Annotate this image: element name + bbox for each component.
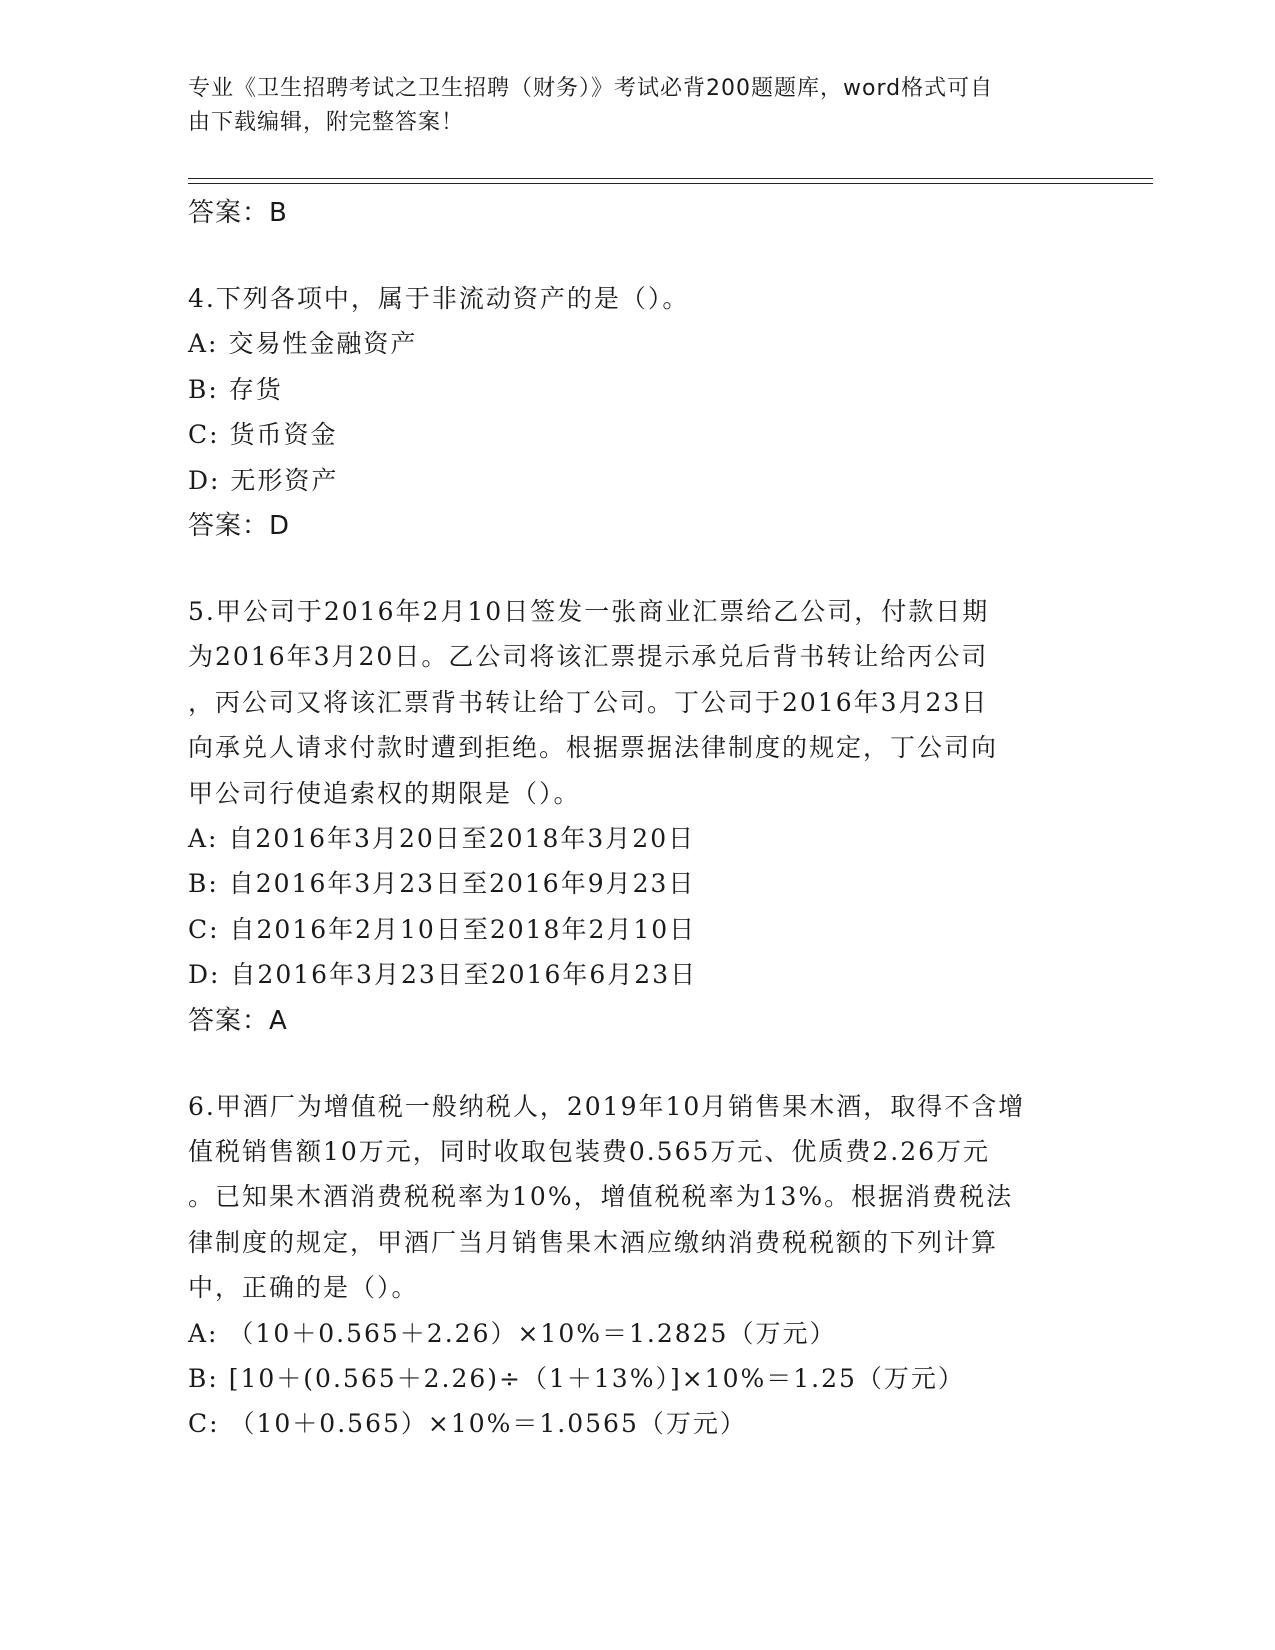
stem-line: 甲公司行使追索权的期限是（）。 <box>188 778 581 808</box>
option-a: A: （10＋0.565＋2.26）×10%＝1.2825（万元） <box>188 1318 837 1348</box>
question-stem <box>188 1084 1088 1311</box>
stem-line: 中，正确的是（）。 <box>188 1273 419 1303</box>
option-d: D: 自2016年3月23日至2016年6月23日 <box>188 960 698 990</box>
stem-line: 律制度的规定，甲酒厂当月销售果木酒应缴纳消费税税额的下列计算 <box>188 1227 999 1257</box>
header-rule-bottom <box>188 183 1153 184</box>
stem-line: ，丙公司又将该汇票背书转让给丁公司。丁公司于2016年3月23日 <box>188 687 989 717</box>
option-d: D: 无形资产 <box>188 465 339 495</box>
stem-line: 向承兑人请求付款时遭到拒绝。根据票据法律制度的规定，丁公司向 <box>188 733 999 763</box>
question-stem <box>188 589 1088 816</box>
option-c: C: 自2016年2月10日至2018年2月10日 <box>188 914 697 944</box>
option-b: B: [10＋(0.565＋2.26)÷（1＋13%）]×10%＝1.25（万元） <box>188 1363 965 1393</box>
stem-line: 6.甲酒厂为增值税一般纳税人，2019年10月销售果木酒，取得不含增 <box>188 1091 1026 1121</box>
header-line-1: 专业《卫生招聘考试之卫生招聘（财务）》考试必背200题题库，word格式可自 <box>188 76 994 101</box>
stem-line: 4.下列各项中，属于非流动资产的是（）。 <box>188 284 690 313</box>
option-c: C: （10＋0.565）×10%＝1.0565（万元） <box>188 1409 747 1439</box>
question-stem <box>188 276 1088 321</box>
option-b: B: 存货 <box>188 374 283 404</box>
document-header <box>188 72 1068 140</box>
question-list <box>188 190 1088 1447</box>
answer-label: 答案：A <box>188 1005 288 1036</box>
question-4 <box>188 276 1088 549</box>
option-a: A: 自2016年3月20日至2018年3月20日 <box>188 824 696 853</box>
option-b: B: 自2016年3月23日至2016年9月23日 <box>188 869 696 899</box>
stem-line: 5.甲公司于2016年2月10日签发一张商业汇票给乙公司，付款日期 <box>188 596 990 626</box>
previous-answer: 答案：B <box>188 198 288 228</box>
question-6 <box>188 1084 1088 1447</box>
option-c: C: 货币资金 <box>188 420 338 450</box>
question-5 <box>188 589 1088 1044</box>
stem-line: 值税销售额10万元，同时收取包装费0.565万元、优质费2.26万元 <box>188 1136 991 1166</box>
header-rule-top <box>188 178 1153 179</box>
answer-label: 答案：D <box>188 510 291 541</box>
option-a: A: 交易性金融资产 <box>188 329 418 359</box>
stem-line: 。已知果木酒消费税税率为10%，增值税税率为13%。根据消费税法 <box>188 1182 1014 1212</box>
header-line-2: 由下载编辑，附完整答案！ <box>188 110 465 135</box>
stem-line: 为2016年3月20日。乙公司将该汇票提示承兑后背书转让给丙公司 <box>188 642 989 672</box>
